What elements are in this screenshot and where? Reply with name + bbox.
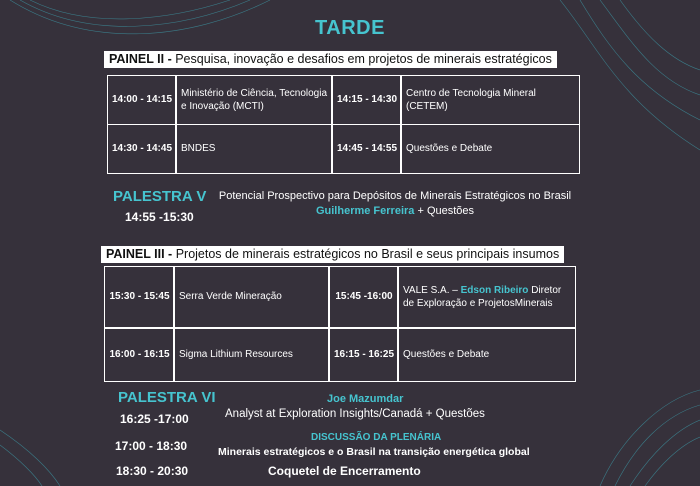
palestra-6-speaker: Joe Mazumdar xyxy=(327,393,404,405)
plenaria-desc: Minerais estratégicos e o Brasil na transição energética global xyxy=(218,446,530,458)
coquetel-time: 18:30 - 20:30 xyxy=(116,464,189,478)
panel-2-row-2-time-2: 14:45 - 14:55 xyxy=(332,124,402,174)
panel-3-row-2-time-1: 16:00 - 16:15 xyxy=(104,328,175,382)
palestra-6-label: PALESTRA VI xyxy=(118,389,216,406)
palestra-5-suffix: + Questões xyxy=(414,204,475,217)
panel-2-title-rest: Pesquisa, inovação e desafios em projetos de minerais estratégicos xyxy=(171,52,552,66)
panel-3-row-1-desc-2 xyxy=(397,266,576,328)
panel-2-title xyxy=(104,51,557,68)
page-heading: TARDE xyxy=(315,17,385,39)
plenaria-title: DISCUSSÃO DA PLENÁRIA xyxy=(311,432,442,443)
panel-2-row-1-time-2: 14:15 - 14:30 xyxy=(332,75,402,125)
plenaria-time: 17:00 - 18:30 xyxy=(115,439,188,453)
vale-prefix: VALE S.A. – xyxy=(403,284,461,296)
panel-3-row-2-desc-2: Questões e Debate xyxy=(397,328,576,382)
panel-2-row-2-desc-2: Questões e Debate xyxy=(400,124,580,174)
panel-2-row-2-desc-1: BNDES xyxy=(175,124,332,174)
coquetel-desc: Coquetel de Encerramento xyxy=(268,464,421,478)
panel-3-row-1-time-1: 15:30 - 15:45 xyxy=(104,266,175,328)
panel-3-title-rest: Projetos de minerais estratégicos no Brasil e seus principais insumos xyxy=(172,247,560,261)
panel-3-row-1-time-2: 15:45 -16:00 xyxy=(329,266,399,328)
palestra-5-label: PALESTRA V xyxy=(113,188,207,205)
panel-2-row-1-time-1: 14:00 - 14:15 xyxy=(107,75,177,125)
palestra-5-speaker: Guilherme Ferreira xyxy=(315,204,415,217)
panel-2-row-2-time-1: 14:30 - 14:45 xyxy=(107,124,177,174)
panel-2-row-1-desc-1: Ministério de Ciência, Tecnologia e Inovação (MCTI) xyxy=(175,75,332,125)
panel-3-title xyxy=(101,246,564,263)
palestra-6-desc: Analyst at Exploration Insights/Canadá + Questões xyxy=(225,408,485,420)
panel-3-row-2-desc-1: Sigma Lithium Resources xyxy=(173,328,329,382)
vale-speaker: Edson Ribeiro xyxy=(460,284,529,296)
panel-2-title-bold: PAINEL II - xyxy=(109,52,172,66)
panel-2-row-1-desc-2: Centro de Tecnologia Mineral (CETEM) xyxy=(400,75,580,125)
panel-3-title-bold: PAINEL III - xyxy=(106,247,173,261)
palestra-5-title: Potencial Prospectivo para Depósitos de Minerais Estratégicos no Brasil xyxy=(218,190,572,202)
palestra-5-speaker-line xyxy=(205,204,585,219)
palestra-5-time: 14:55 -15:30 xyxy=(125,210,194,224)
palestra-5-block xyxy=(205,189,585,219)
panel-3-row-2-time-2: 16:15 - 16:25 xyxy=(329,328,399,382)
vale-suffix: Diretor de Exploração e ProjetosMinerais xyxy=(403,284,562,309)
panel-3-row-1-desc-1: Serra Verde Mineração xyxy=(173,266,329,328)
palestra-6-time: 16:25 -17:00 xyxy=(120,412,189,426)
